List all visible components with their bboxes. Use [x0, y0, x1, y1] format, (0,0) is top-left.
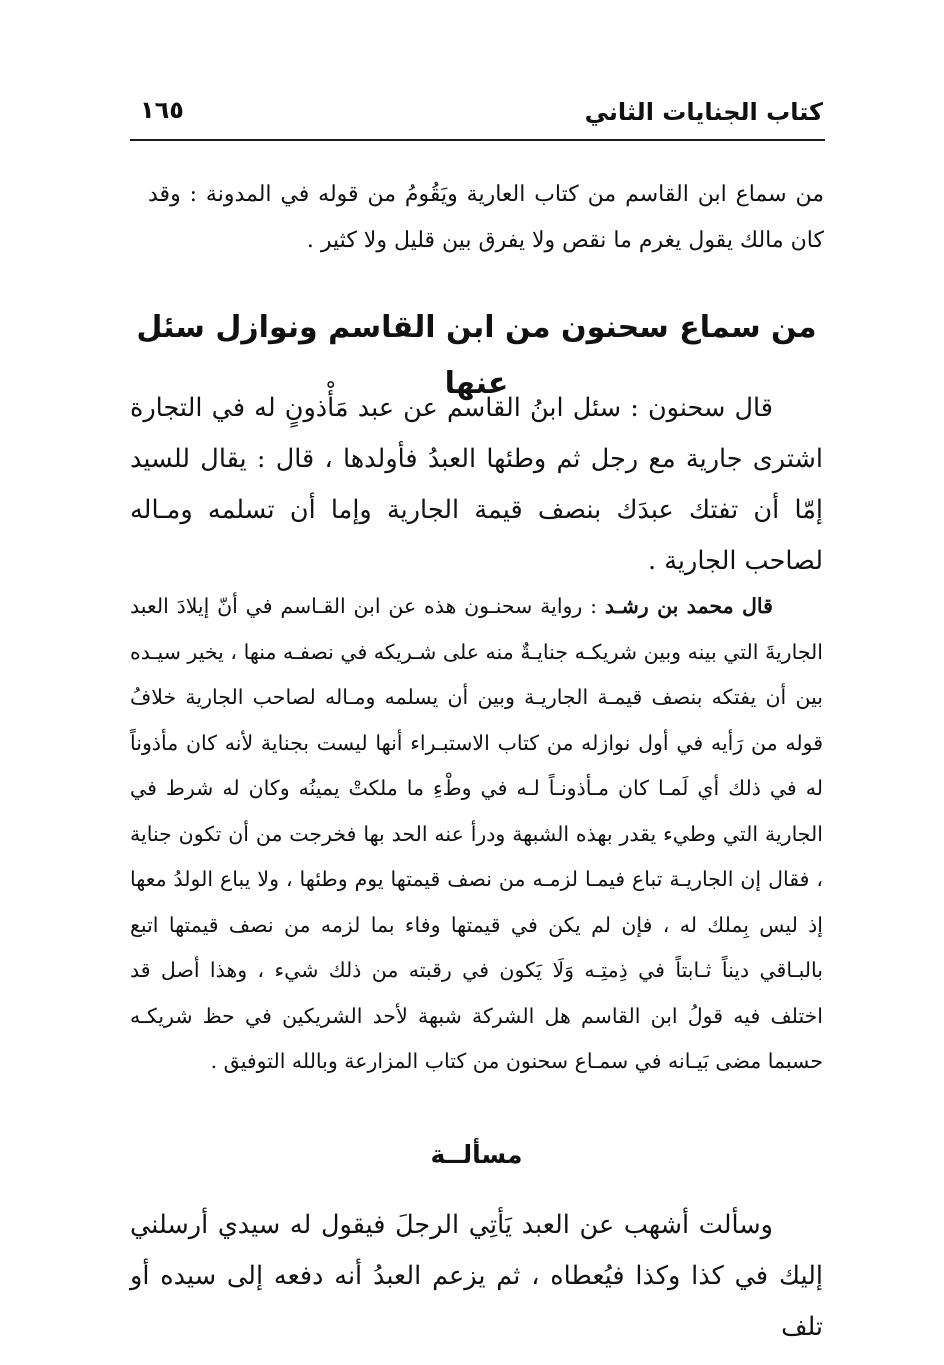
- header-rule: [130, 139, 825, 141]
- paragraph-3: [130, 584, 823, 1085]
- paragraph-4: [130, 1200, 823, 1353]
- section-heading: من سماع سحنون من ابن القاسم ونوازل سئل عنها: [136, 310, 817, 401]
- paragraph-3-text: : رواية سحنـون هذه عن ابن القـاسم في أنّ إيلادَ العبد الجاريةَ التي بينه وبين شريكـه جنايـةٌ منه على شـريكه في نصفـه منها ، يخير سيـده بين أن يفتكه بنصف قيمـة الجاريـة وبين أن يسلمه ومـاله لصاحب الجارية خلافُ قوله من رَأيه في أول نوازله من كتاب الاستبـراء أنها ليست بجناية لأنه كان مأذوناً له في ذلك أي لَمـا كان مـأذونـاً لـه في وطْءِ ما ملكتْ يمينُه وكان له شرط في الجارية التي وطيء يقدر بهذه الشبهة ودرأ عنه الحد بها فخرجت من أن تكون جناية ، فقال إن الجاريـة تباع فيمـا لزمـه من نصف قيمتها يوم وطئها ، ولا يباع الولدُ معها إذ ليس بِملك له ، فإن لم يكن في قيمتها وفاء بما لزمه من نصف قيمتها اتبع بالبـاقي ديناً ثـابتاً في ذِمتِـه وَلَا يَكون في رقبته من ذلك شيء ، وهذا أصل قد اختلف فيه قولُ ابن القاسم هل الشركة شبهة لأحد الشريكين في حظ شريكـه حسبما مضى بَيـانه في سمـاع سحنون من كتاب المزارعة وبالله التوفيق .: [130, 594, 823, 1073]
- paragraph-4-text: وسألت أشهب عن العبد يَأتِي الرجلَ فيقول له سيدي أرسلني إليك في كذا وكذا فيُعطاه ، ثم يزعم العبدُ أنه دفعه إلى سيده أو تلف: [130, 1210, 823, 1342]
- issue-heading: مسألــة: [430, 1140, 523, 1169]
- paragraph-2-text: قال سحنون : سئل ابنُ القاسم عن عبد مَأْذونٍ له في التجارة اشترى جارية مع رجل ثم وطئها العبدُ فأولدها ، قال : يقال للسيد إمّا أن تفتك عبدَك بنصف قيمة الجارية وإما أن تسلمه ومـاله لصاحب الجارية .: [130, 393, 823, 576]
- paragraph-2: [130, 383, 823, 587]
- page-header: [130, 96, 823, 136]
- commentator-name: قال محمد بن رشـد: [604, 594, 773, 618]
- running-title: كتاب الجنايات الثاني: [584, 98, 823, 126]
- paragraph-1: من سماع ابن القاسم من كتاب العارية ويَقُومُ من قوله في المدونة : وقد كان مالك يقول يغرم ما نقص ولا يفرق بين قليل ولا كثير .: [148, 182, 824, 253]
- page-number: ١٦٥: [140, 96, 184, 124]
